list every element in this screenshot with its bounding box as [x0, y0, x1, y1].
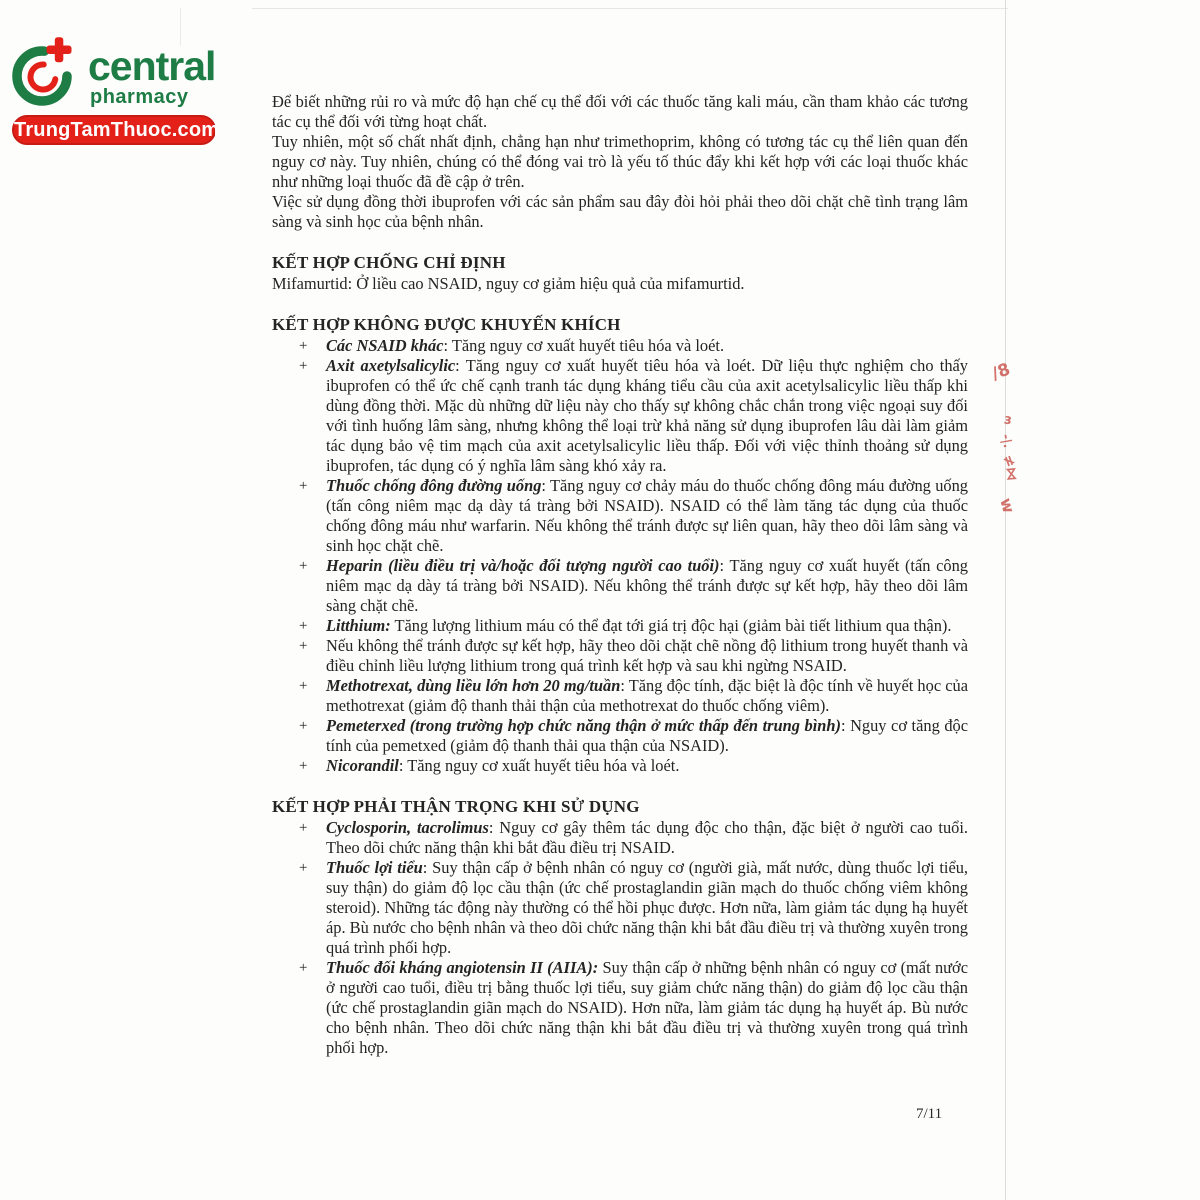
bullet-lead: Nicorandil: [326, 756, 399, 775]
bullet-lead: Heparin (liều điều trị và/hoặc đối tượng người cao tuổi): [326, 556, 720, 575]
bullet-text: : Tăng nguy cơ xuất huyết (tấn công niêm mạc dạ dày tá tràng bởi NSAID). Nếu không thể tránh được sự kết hợp, hãy theo dõi lâm sàng chặt chẽ.: [326, 556, 968, 615]
bullet-marker: +: [299, 820, 308, 836]
paragraph: Tuy nhiên, một số chất nhất định, chẳng hạn như trimethoprim, không có tương tác cụ thể liên quan đến nguy cơ này. Tuy nhiên, chúng có thể đóng vai trò là yếu tố thúc đẩy khi kết hợp với các loại thuốc khác như những loại thuốc đã đề cập ở trên.: [272, 132, 968, 191]
bullet-content: [326, 676, 968, 716]
section: [272, 252, 968, 294]
bullet-item: [272, 476, 968, 556]
bullet-lead: Methotrexat, dùng liều lớn hơn 20 mg/tuần: [326, 676, 621, 695]
document-body: [272, 92, 968, 1058]
red-margin-mark-icon: /8: [989, 359, 1013, 385]
red-margin-mark-icon: ɜ: [1002, 411, 1013, 429]
bullet-content: [326, 818, 968, 858]
paragraph: Việc sử dụng đồng thời ibuprofen với các sản phẩm sau đây đòi hỏi phải theo dõi chặt chẽ tình trạng lâm sàng và sinh học của bệnh nhân.: [272, 192, 968, 231]
bullet-content: [326, 636, 968, 676]
page-number: 7/11: [916, 1106, 943, 1122]
brand-wordmark: [88, 43, 216, 109]
red-margin-mark-icon: ⋈: [1002, 466, 1020, 482]
bullet-item: [272, 556, 968, 616]
section: [272, 796, 968, 1058]
section-body: [272, 336, 968, 776]
bullet-text: : Tăng độc tính, đặc biệt là độc tính về huyết học của methotrexat (giảm độ thanh thải thận của methotrexat do thuốc chống viêm).: [326, 676, 968, 715]
bullet-marker: +: [299, 960, 308, 976]
bullet-content: [326, 716, 968, 756]
bullet-item: [272, 756, 968, 776]
bullet-content: [326, 556, 968, 616]
bullet-lead: Axit axetylsalicylic: [326, 356, 456, 375]
bullet-lead: Thuốc lợi tiểu: [326, 858, 423, 877]
section: [272, 314, 968, 776]
bullet-lead: Thuốc chống đông đường uống: [326, 476, 542, 495]
brand-name: central: [88, 43, 216, 89]
bullet-item: [272, 958, 968, 1058]
bullet-content: [326, 858, 968, 958]
bullet-lead: Cyclosporin, tacrolimus: [326, 818, 489, 837]
section-heading: KẾT HỢP CHỐNG CHỈ ĐỊNH: [272, 253, 506, 272]
bullet-marker: +: [299, 338, 308, 354]
bullet-item: [272, 336, 968, 356]
bullet-content: [326, 356, 968, 476]
bullet-marker: +: [299, 638, 308, 654]
bullet-item: [272, 716, 968, 756]
section-body: [272, 818, 968, 1058]
page-edge-right: [1005, 0, 1006, 1200]
bullet-item: [272, 676, 968, 716]
bullet-marker: +: [299, 860, 308, 876]
bullet-marker: +: [299, 358, 308, 374]
brand-logo: [10, 28, 240, 158]
intro-paragraphs: [272, 92, 968, 232]
bullet-marker: +: [299, 678, 308, 694]
section-heading: KẾT HỢP KHÔNG ĐƯỢC KHUYẾN KHÍCH: [272, 315, 621, 334]
bullet-item: [272, 858, 968, 958]
bullet-lead: Litthium:: [326, 616, 391, 635]
bullet-text: : Nguy cơ gây thêm tác dụng độc cho thận, đặc biệt ở người cao tuổi. Theo dõi chức năng thận khi bắt đầu điều trị NSAID.: [326, 818, 968, 857]
bullet-lead: Pemeterxed (trong trường hợp chức năng thận ở mức thấp đến trung bình): [326, 716, 841, 735]
page-edge-top: [252, 8, 1008, 9]
bullet-text: : Tăng nguy cơ xuất huyết tiêu hóa và loét. Dữ liệu thực nghiệm cho thấy ibuprofen có thể ức chế cạnh tranh tác dụng kháng tiểu cầu của axit acetylsalicylic liều thấp khi dùng đồng thời. Mặc dù những dữ liệu này cho thấy sự không chắc chắn trong việc ngoại suy đối với tình huống lâm sàng, nhưng không thể loại trừ khả năng sử dụng ibuprofen lâu dài làm giảm tác dụng bảo vệ tim mạch của axit acetylsalicylic liều thấp. Đối với việc thỉnh thoảng sử dụng ibuprofen, tác dụng có ý nghĩa lâm sàng khó xảy ra.: [326, 356, 969, 475]
bullet-text: : Tăng nguy cơ xuất huyết tiêu hóa và loét.: [443, 336, 725, 355]
bullet-text: : Suy thận cấp ở bệnh nhân có nguy cơ (người già, mất nước, dùng thuốc lợi tiểu, suy thận) do giảm độ lọc cầu thận (ức chế prostaglandin giãn mạch do thuốc chống viêm không steroid). Những tác động này thường có thể hồi phục được. Hơn nữa, làm giảm tác dụng hạ huyết áp. Bù nước cho bệnh nhân và theo dõi chức năng thận khi bắt đầu điều trị và thường xuyên trong quá trình phối hợp.: [326, 858, 969, 957]
bullet-marker: +: [299, 758, 308, 774]
bullet-item: [272, 356, 968, 476]
bullet-text: : Tăng nguy cơ chảy máu do thuốc chống đông máu đường uống (tấn công niêm mạc dạ dày tá tràng bởi NSAID). NSAID có thể làm tăng tác dụng của thuốc chống đông máu như warfarin. Nếu không thể tránh được sự liên quan, hãy theo dõi lâm sàng và sinh học chặt chẽ.: [326, 476, 968, 555]
bullet-content: [326, 756, 968, 776]
paragraph: Để biết những rủi ro và mức độ hạn chế cụ thể đối với các thuốc tăng kali máu, cần tham khảo các tương tác cụ thể đối với từng hoạt chất.: [272, 92, 968, 131]
bullet-marker: +: [299, 478, 308, 494]
red-margin-mark-icon: -|.: [998, 432, 1016, 450]
central-pharmacy-c-icon: [12, 36, 82, 106]
bullet-marker: +: [299, 618, 308, 634]
bullet-lead: Các NSAID khác: [326, 336, 444, 355]
paragraph: Mifamurtid: Ở liều cao NSAID, nguy cơ giảm hiệu quả của mifamurtid.: [272, 274, 745, 293]
bullet-text: : Tăng nguy cơ xuất huyết tiêu hóa và loét.: [398, 756, 680, 775]
bullet-lead: Thuốc đối kháng angiotensin II (AIIA):: [326, 958, 599, 977]
bullet-content: [326, 476, 968, 556]
red-margin-mark-icon: w: [996, 495, 1019, 516]
sections: [272, 252, 968, 1058]
red-margin-mark-icon: ≠: [998, 452, 1020, 470]
section-body: [272, 274, 968, 294]
section-heading: KẾT HỢP PHẢI THẬN TRỌNG KHI SỬ DỤNG: [272, 797, 640, 816]
bullet-marker: +: [299, 718, 308, 734]
bullet-content: [326, 336, 968, 356]
bullet-text: Tăng lượng lithium máu có thể đạt tới giá trị độc hại (giảm bài tiết lithium qua thận).: [390, 616, 952, 635]
brand-banner: TrungTamThuoc.com: [12, 115, 216, 145]
bullet-content: [326, 616, 968, 636]
bullet-item: [272, 636, 968, 676]
bullet-text: : Nguy cơ tăng độc tính của pemetxed (giảm độ thanh thải qua thận của NSAID).: [326, 716, 968, 755]
bullet-content: [326, 958, 968, 1058]
bullet-item: [272, 616, 968, 636]
bullet-marker: +: [299, 558, 308, 574]
bullet-text: Nếu không thể tránh được sự kết hợp, hãy theo dõi chặt chẽ nồng độ lithium trong huyết thanh và điều chỉnh liều lượng lithium trong quá trình kết hợp và sau khi ngừng NSAID.: [326, 636, 968, 675]
bullet-item: [272, 818, 968, 858]
brand-subtitle: pharmacy: [90, 86, 189, 108]
bullet-text: Suy thận cấp ở những bệnh nhân có nguy cơ (mất nước ở người cao tuổi, điều trị bằng thuốc lợi tiểu, suy giảm chức năng thận) do giảm độ lọc cầu thận (ức chế prostaglandin giãn mạch do NSAID). Hơn nữa, làm giảm tác dụng hạ huyết áp. Bù nước cho bệnh nhân. Theo dõi chức năng thận khi bắt đầu điều trị và thường xuyên trong quá trình phối hợp.: [326, 958, 968, 1057]
